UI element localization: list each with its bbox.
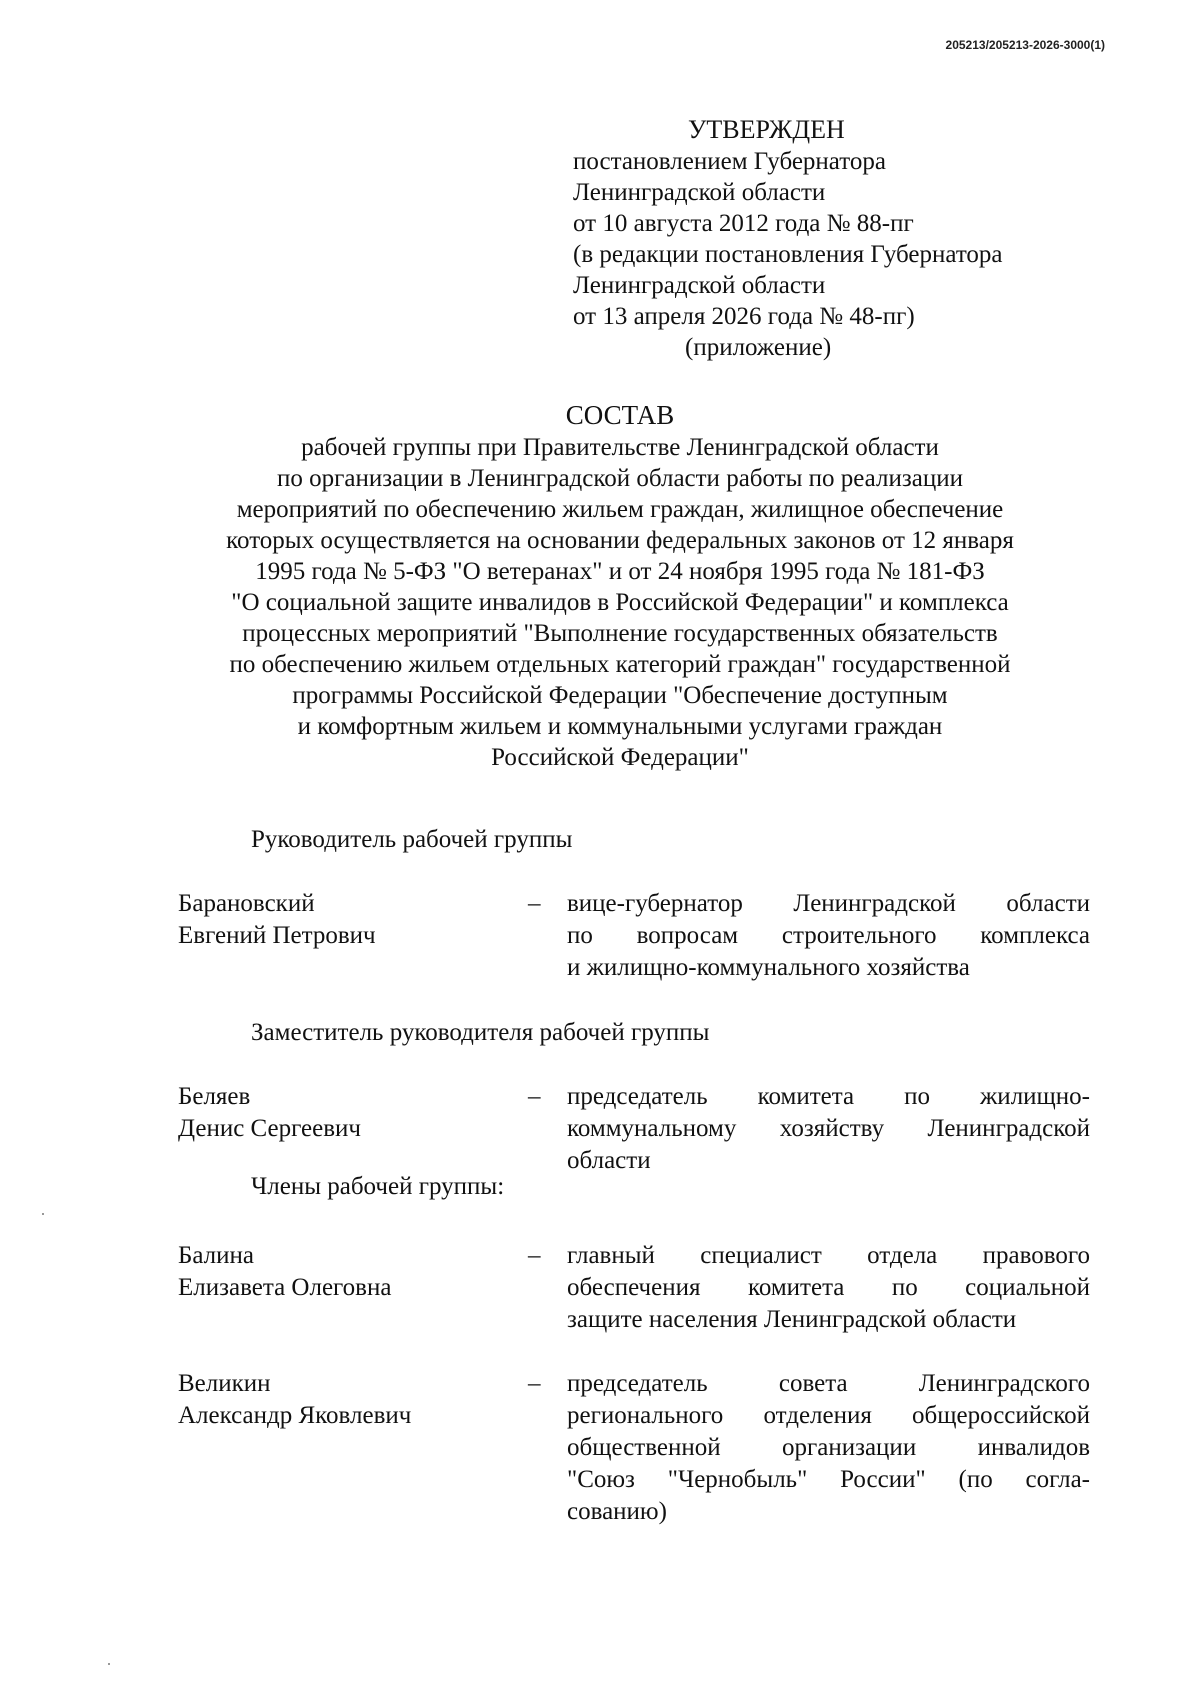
subtitle-line: по организации в Ленинградской области работы по реализации — [277, 465, 963, 492]
approval-line: (в редакции постановления Губернатора — [573, 241, 1003, 268]
section-heading-head: Руководитель рабочей группы — [251, 826, 573, 853]
member-dash: – — [528, 1370, 541, 1397]
subtitle-line: 1995 года № 5-ФЗ "О ветеранах" и от 24 ноября 1995 года № 181-ФЗ — [255, 558, 985, 585]
member-position-line: вице-губернатор Ленинградской области — [567, 890, 1090, 917]
member-surname: Беляев — [178, 1083, 251, 1110]
member-position-line: сованию) — [567, 1498, 667, 1525]
member-name — [178, 1368, 508, 1432]
approval-block — [573, 114, 1093, 363]
member-dash: – — [528, 890, 541, 917]
subtitle-line: "О социальной защите инвалидов в Российской Федерации" и комплекса — [231, 589, 1009, 616]
subtitle-line: Российской Федерации" — [491, 744, 749, 771]
subtitle-line: программы Российской Федерации "Обеспечение доступным — [292, 682, 948, 709]
approval-line: от 10 августа 2012 года № 88-пг — [573, 210, 914, 237]
section-heading-deputy: Заместитель руководителя рабочей группы — [251, 1019, 710, 1046]
subtitle-line: которых осуществляется на основании федеральных законов от 12 января — [226, 527, 1014, 554]
approval-line: постановлением Губернатора — [573, 148, 886, 175]
member-position — [567, 1240, 1090, 1336]
subtitle-line: и комфортным жильем и коммунальными услугами граждан — [297, 713, 943, 740]
document-title-block — [160, 398, 1080, 773]
member-position-line: общественной организации инвалидов — [567, 1434, 1090, 1461]
member-surname: Великин — [178, 1370, 271, 1397]
member-position-line: защите населения Ленинградской области — [567, 1306, 1017, 1333]
member-given-names: Елизавета Олеговна — [178, 1274, 392, 1301]
member-name — [178, 1081, 508, 1145]
member-position-line: коммунальному хозяйству Ленинградской — [567, 1115, 1090, 1142]
member-position-line: по вопросам строительного комплекса — [567, 922, 1090, 949]
section-heading-members: Члены рабочей группы: — [251, 1173, 505, 1200]
document-title: СОСТАВ — [565, 400, 675, 430]
member-position — [567, 1081, 1090, 1177]
subtitle-line: мероприятий по обеспечению жильем граждан, жилищное обеспечение — [236, 496, 1004, 523]
member-position-line: председатель совета Ленинградского — [567, 1370, 1090, 1397]
member-position-line: обеспечения комитета по социальной — [567, 1274, 1090, 1301]
approval-line: Ленинградской области — [573, 272, 826, 299]
subtitle-line: процессных мероприятий "Выполнение государственных обязательств — [242, 620, 998, 647]
member-position — [567, 888, 1090, 984]
approval-line: от 13 апреля 2026 года № 48-пг) — [573, 303, 915, 330]
approval-line: Ленинградской области — [573, 179, 826, 206]
member-name — [178, 1240, 508, 1304]
member-entry — [178, 1240, 1090, 1340]
member-dash: – — [528, 1242, 541, 1269]
member-surname: Барановский — [178, 890, 315, 917]
member-given-names: Евгений Петрович — [178, 922, 376, 949]
member-entry — [178, 888, 1090, 988]
scan-speck — [108, 1663, 110, 1665]
member-given-names: Денис Сергеевич — [178, 1115, 362, 1142]
member-position — [567, 1368, 1090, 1528]
approval-stamp: УТВЕРЖДЕН — [688, 115, 845, 144]
document-id-stamp: 205213/205213-2026-3000(1) — [945, 38, 1105, 52]
subtitle-line: по обеспечению жильем отдельных категорий граждан" государственной — [229, 651, 1011, 678]
scan-speck — [42, 1213, 44, 1215]
member-position-line: регионального отделения общероссийской — [567, 1402, 1090, 1429]
member-position-line: и жилищно-коммунального хозяйства — [567, 954, 970, 981]
member-entry — [178, 1081, 1090, 1181]
member-surname: Балина — [178, 1242, 255, 1269]
subtitle-line: рабочей группы при Правительстве Ленинградской области — [301, 434, 939, 461]
member-name — [178, 888, 508, 952]
member-given-names: Александр Яковлевич — [178, 1402, 412, 1429]
member-position-line: главный специалист отдела правового — [567, 1242, 1090, 1269]
member-position-line: председатель комитета по жилищно- — [567, 1083, 1090, 1110]
approval-appendix-note: (приложение) — [685, 334, 832, 361]
member-position-line: "Союз "Чернобыль" России" (по согла- — [567, 1466, 1090, 1493]
member-position-line: области — [567, 1147, 651, 1174]
member-dash: – — [528, 1083, 541, 1110]
member-entry — [178, 1368, 1090, 1533]
